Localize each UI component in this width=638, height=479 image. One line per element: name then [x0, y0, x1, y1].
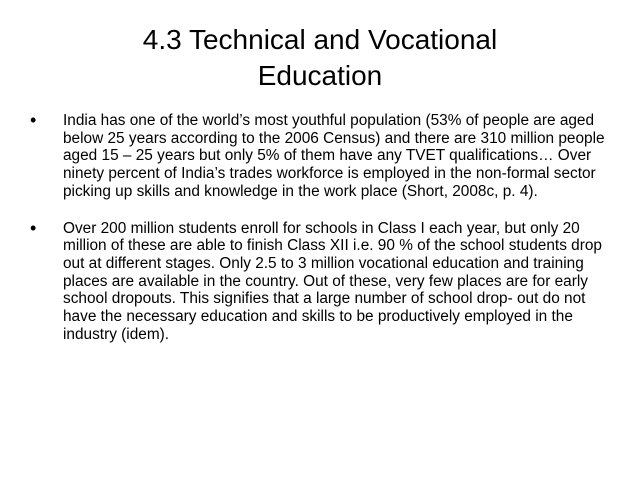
bullet-dot-icon: • [30, 217, 37, 238]
slide-title-line-1: 4.3 Technical and Vocational [142, 24, 498, 55]
bullet-list [30, 112, 622, 343]
bullet-dot-icon: • [30, 110, 37, 130]
bullet-item-enrollment [30, 217, 622, 344]
bullet-text-population: India has one of the world’s most youthful population (53% of people are aged below 25 years according to the 2006 Census) and there are 310 million people aged 15 – 25 years but only 5% of them have any TVET qualifications… Over ninety percent of India’s trades workforce is employed in the non-formal sector picking up skills and knowledge in the work place (Short, 2008c, p. 4). [63, 112, 605, 200]
slide-title-line-2: Education [257, 60, 383, 91]
slide-title [60, 22, 580, 94]
bullet-text-enrollment: Over 200 million students enroll for schools in Class I each year, but only 20 million of these are able to finish Class XII i.e. 90 % of the school students drop out at different stages. Only 2.5 to 3 million vocational education and training places are available in the country. Out of these, very few places are for early school dropouts. This signifies that a large number of school drop- out do not have the necessary education and skills to be productively employed in the industry (idem). [63, 219, 602, 343]
bullet-item-population [30, 112, 622, 201]
